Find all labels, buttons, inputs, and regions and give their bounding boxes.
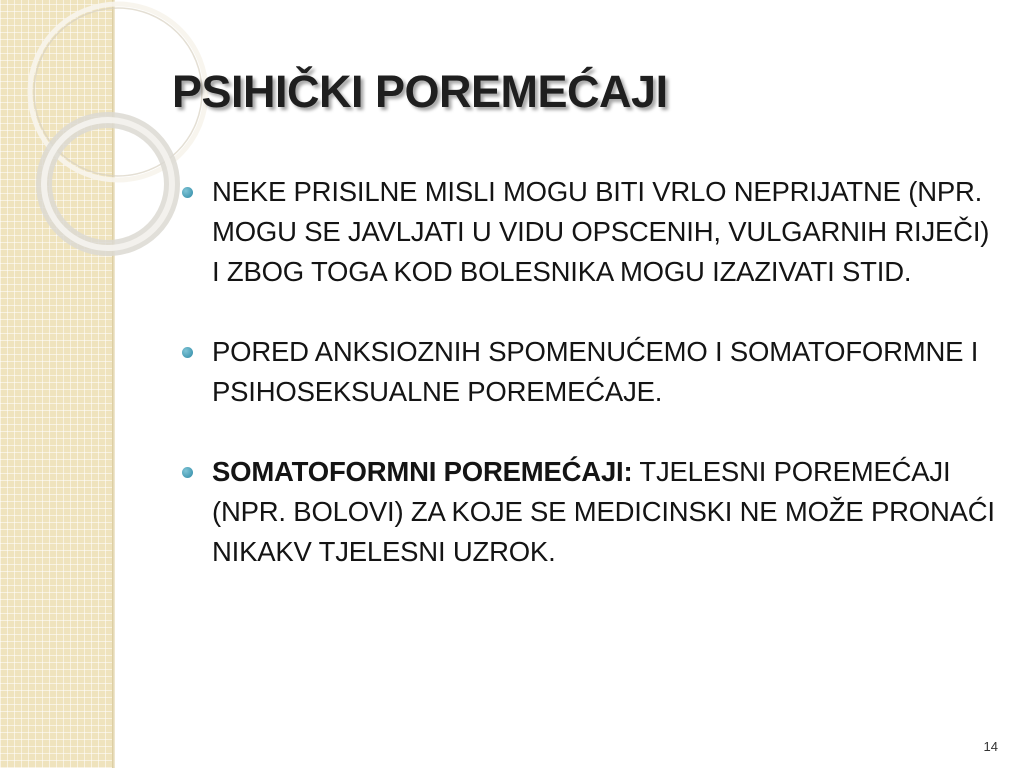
- page-number: 14: [983, 739, 998, 754]
- bullet-item-1: [182, 172, 997, 292]
- bullet-text: PORED ANKSIOZNIH SPOMENUĆEMO I SOMATOFORMNE I PSIHOSEKSUALNE POREMEĆAJE.: [212, 336, 979, 407]
- bullet-item-3: [182, 452, 997, 572]
- bullet-text: TJELESNI POREMEĆAJI (NPR. BOLOVI) ZA KOJE SE MEDICINSKI NE MOŽE PRONAĆI NIKAKV TJELESNI UZROK.: [212, 456, 995, 567]
- decorative-circle-small-highlight: [44, 120, 172, 248]
- bullet-dot-icon: [182, 467, 193, 478]
- bullet-item-2: [182, 332, 997, 412]
- bullet-dot-icon: [182, 187, 193, 198]
- bullet-text: NEKE PRISILNE MISLI MOGU BITI VRLO NEPRIJATNE (NPR. MOGU SE JAVLJATI U VIDU OPSCENIH, VULGARNIH RIJEČI) I ZBOG TOGA KOD BOLESNIKA MOGU IZAZIVATI STID.: [212, 176, 990, 287]
- bullet-dot-icon: [182, 347, 193, 358]
- slide-title: PSIHIČKI POREMEĆAJI: [172, 66, 668, 117]
- bullet-list: [182, 172, 997, 572]
- bullet-bold-lead: SOMATOFORMNI POREMEĆAJI:: [212, 456, 633, 487]
